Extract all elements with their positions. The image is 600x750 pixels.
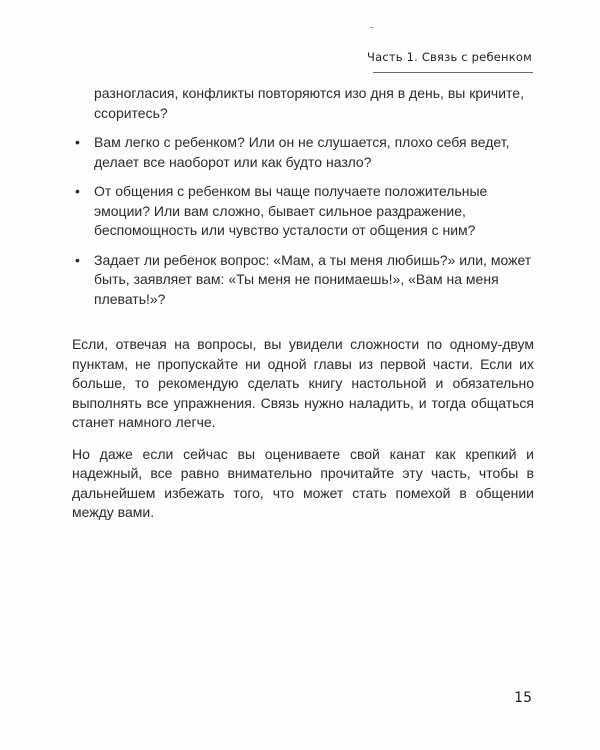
page-content [72,84,534,535]
paragraph: Но даже если сейчас вы оцениваете свой канат как крепкий и надежный, все равно внимательно прочитайте эту часть, чтобы в дальнейшем избежать того, что может стать помехой в общении между вами. [72,445,534,520]
list-item [72,251,534,310]
running-head: Часть 1. Связь с ребенком [367,50,532,64]
continued-text: разногласия, конфликты повторяются изо дня в день, вы кричите, ссоритесь? [94,85,524,121]
list-item-text: Задает ли ребенок вопрос: «Мам, а ты меня любишь?» или, может быть, заявляет вам: «Ты меня не понимаешь!», «Вам на меня плевать!»? [94,251,532,307]
question-list [72,133,534,309]
list-item-text: Вам легко с ребенком? Или он не слушается, плохо себя ведет, делает все наоборот или как будто назло? [94,134,510,170]
bullet-icon: • [75,251,80,268]
running-head-rule [373,72,533,73]
list-item-text: От общения с ребенком вы чаще получаете положительные эмоции? Или вам сложно, бывает сильное раздражение, беспомощность или чувство усталости от общения с ним? [94,183,488,238]
bullet-icon: • [75,134,80,150]
list-item [72,182,534,241]
scan-speck [370,27,373,28]
page-number: 15 [514,690,532,706]
paragraph: Если, отвечая на вопросы, вы увидели сложности по одному-двум пунктам, не пропускайте ни одной главы из первой части. Если их больше, то рекомендую сделать книгу настольной и обязательно выполнять все упражнения. Связь нужно наладить, и тогда общаться станет намного легче. [72,336,534,430]
bullet-icon: • [75,183,80,199]
list-item [72,133,534,172]
